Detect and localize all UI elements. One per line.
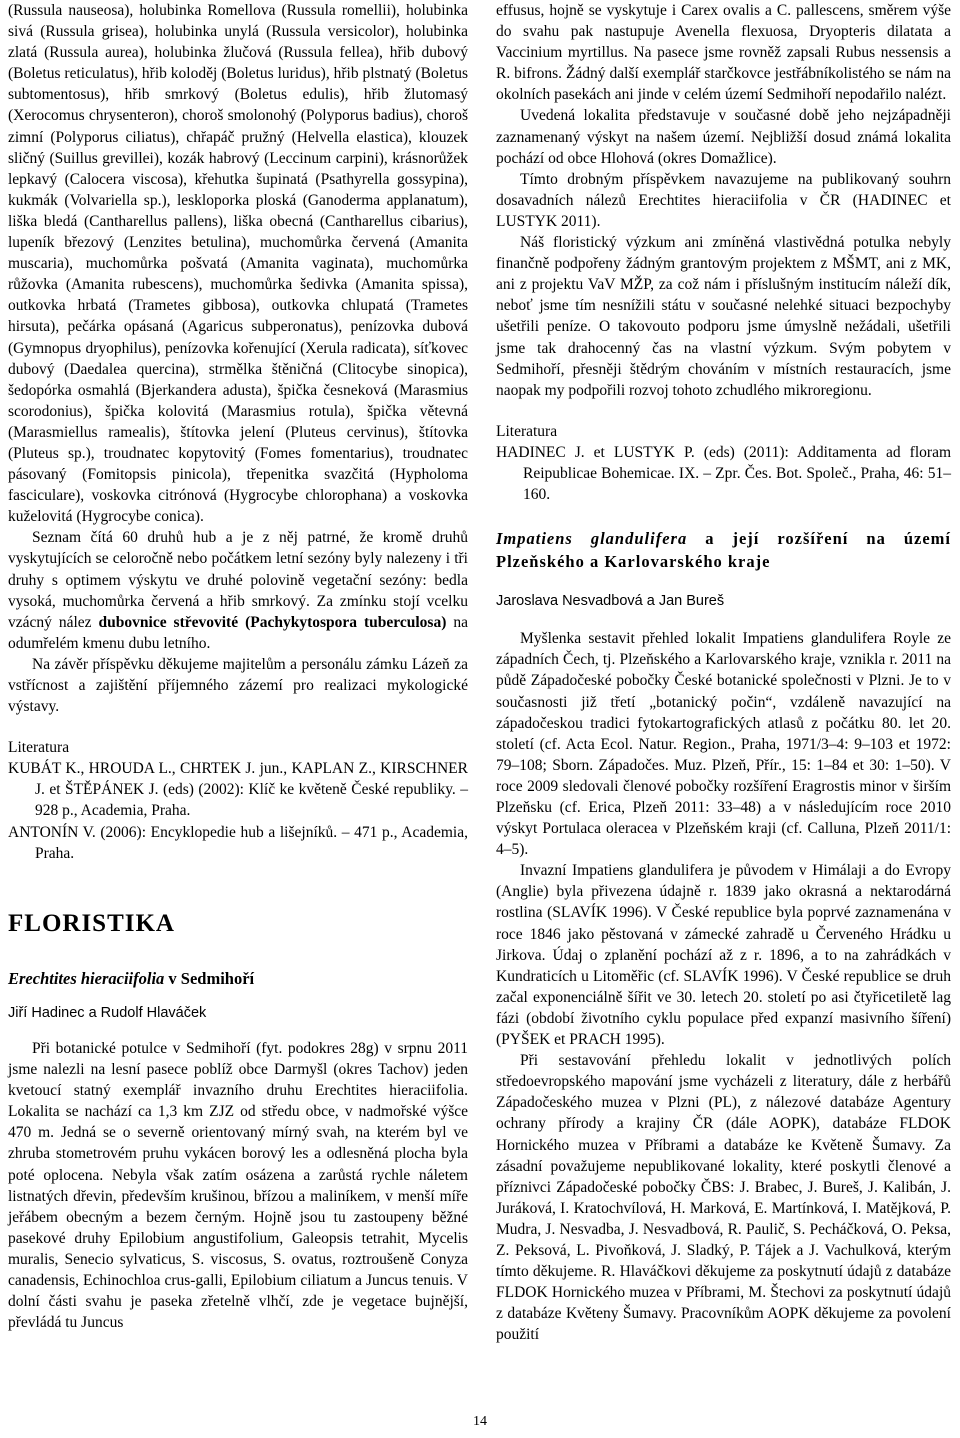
article-title-species: Impatiens glandulifera bbox=[496, 529, 688, 549]
acknowledgement-paragraph: Na závěr příspěvku děkujeme majitelům a personálu zámku Lázeň za vstřícnost a zajištění příjemného zázemí pro realizaci mykologické výstavy. bbox=[8, 655, 468, 716]
article-authors: Jiří Hadinec a Rudolf Hlaváček bbox=[8, 1004, 207, 1021]
article-title-rest: a její rozšíření na území Plzeňského a Karlovarského kraje bbox=[496, 529, 951, 572]
summary-text: Seznam čítá 60 druhů hub a je z něj patrné, že kromě druhů vyskytujících se celoročně nebo počátkem letní sezóny byly nalezeny i tři druhy s optimem výskytu ve druhé polovině vegetační sezóny: bedla vysoká, muchomůrka červená a hřib smrkový. Za zmínku stojí vcelku vzácný nález bbox=[8, 529, 468, 631]
funding-paragraph: Náš floristický výzkum ani zmíněná vlastivědná potulka nebyly finančně podpořeny žádným grantovým projektem z MŠMT, ani z MK, ani z projektu VaV MŽP, za což nám i příslušným institucím náleží dík, neboť jsme tím nesnížili státu v současné nelehké situaci bezpochyby ušetřili peníze. O takovouto podporu jsme úmyslně nežádali, ušetřili jsme tak drahocenný čas na vlastní výzkum. Svým pobytem v Sedmihoří, přesněji štědrým chováním v místních restauracích, jsme naopak my podpořili rozvoj tohoto zchudlého mikroregionu. bbox=[496, 234, 951, 399]
summary-text-end: na odumřelém kmenu dubu letního. bbox=[8, 613, 468, 652]
article-intro-paragraph: Myšlenka sestavit přehled lokalit Impatiens glandulifera Royle ze západních Čech, tj. Plzeňského a Karlovarského kraje, vznikla r. 2011 na půdě Západočeské pobočky České botanické společnosti v Plzni. Je to v současnosti již třetí „botanický počin“, vzdáleně navazující na západočeskou tradici fytokartografických atlasů z počátku 80. let 20. století (cf. Acta Ecol. Natur. Region., Praha, 1971/3–4: 9–103 et 1972: 79–108; Sborn. Západočes. Muz. Plzeň, Přír., 15: 1–84 et 30: 1–50). V roce 2009 sledovali členové pobočky rozšíření Eragrostis minor v širším Plzeňsku (cf. Erica, Plzeň 2011: 33–48) a v následujícím roce 2010 výskyt Portulaca oleracea v Plzeňském kraji (cf. Calluna, Plzeň 2011/1: 4–5). bbox=[496, 630, 951, 859]
article-title bbox=[8, 968, 468, 989]
literature-entry: KUBÁT K., HROUDA L., CHRTEK J. jun., KAPLAN Z., KIRSCHNER J. et ŠTĚPÁNEK J. (eds) (2002): Klíč ke květeně České republiky. – 928 p., Academia, Praha. bbox=[8, 760, 468, 820]
literature-heading: Literatura bbox=[8, 739, 70, 757]
article-authors: Jaroslava Nesvadbová a Jan Bureš bbox=[496, 593, 725, 610]
article-methods-paragraph: Při sestavování přehledu lokalit v jednotlivých polích středoevropského mapování jsme vycházeli z literatury, dále z herbářů Západočeského muzea v Plzni (PL), z nálezové databáze Agentury ochrany přírody a krajiny ČR (dále AOPK), databáze FLDOK Hornického muzea v Příbrami a databáze ke Květeně Šumavy. Za zásadní považujeme nepublikované lokality, které poskytli členové a příznivci Západočeské pobočky ČBS: J. Brabec, J. Bureš, J. Kalibán, J. Juráková, I. Kratochvílová, H. Marková, E. Martínková, I. Matějková, P. Mudra, J. Nesvadba, J. Nesvadbová, R. Paulič, S. Pecháčková, O. Peksa, Z. Peksová, L. Pivoňková, J. Sladký, P. Tájek a J. Vachulková, kterým tímto děkujeme. R. Hlaváčkovi děkujeme za poskytnutí údajů z databáze FLDOK Hornického muzea v Příbrami, M. Štechovi za poskytnutí údajů z databáze Květeny Šumavy. Pracovníkům AOPK děkujeme za povolení použití bbox=[496, 1052, 951, 1344]
right-column bbox=[496, 0, 951, 1345]
literature-entry: ANTONÍN V. (2006): Encyklopedie hub a lišejníků. – 471 p., Academia, Praha. bbox=[8, 823, 468, 862]
summary-reference-paragraph: Tímto drobným příspěvkem navazujeme na publikovaný souhrn dosavadních nálezů Erechtites hieraciifolia v ČR (HADINEC et LUSTYK 2011). bbox=[496, 170, 951, 230]
article-title bbox=[496, 527, 951, 573]
article-body-paragraph: Při botanické potulce v Sedmihoří (fyt. podokres 28g) v srpnu 2011 jsme nalezli na lesní pasece poblíž obce Darmyšl (okres Tachov) jeden kvetoucí statný exemplář invazního druhu Erechtites hieraciifolia. Lokalita se nachází ca 1,3 km ZJZ od středu obce, v nadmořské výšce 470 m. Jedná se o severně orientovaný mírný svah, na kterém byl ve zhruba stometrovém pruhu vykácen borový les a odlesněná plocha byla poté oplocena. Nebyla však zatím osázena a zarůstá rychle náletem listnatých dřevin, především krušinou, břízou a maliníkem, v menší míře jeřábem obecným a bezem černým. Hojně jsou tu zastoupeny běžné pasekové druhy Epilobium angustifolium, Galeopsis tetrahit, Mycelis muralis, Senecio sylvaticus, S. viscosus, S. ovatus, roztroušeně Conyza canadensis, Echinochloa crus-galli, Epilobium ciliatum a Juncus tenuis. V dolní části svahu je paseka zřetelně vlhčí, zde je vegetace bujnější, převládá tu Juncus bbox=[8, 1039, 468, 1332]
literature-entry: HADINEC J. et LUSTYK P. (eds) (2011): Additamenta ad floram Reipublicae Bohemicae. IX. – Zpr. Čes. Bot. Společ., Praha, 46: 51–160. bbox=[496, 443, 951, 504]
locality-paragraph: Uvedená lokalita představuje v současné době jeho nejzápadněji zaznamenaný výskyt na našem území. Nejbližší dosud známá lokalita pochází od obce Hlohová (okres Domažlice). bbox=[496, 107, 951, 167]
continued-paragraph: effusus, hojně se vyskytuje i Carex ovalis a C. pallescens, směrem výše do svahu pak nastupuje Avenella flexuosa, Dryopteris dilatata a Vaccinium myrtillus. Na pasece jsme rovněž zapsali Rubus nessensis a R. bifrons. Žádný další exemplář starčkovce jestřábníkolistého se nám na okolních pasekách ani jinde v celém území Sedmihoří nepodařilo nalézt. bbox=[496, 2, 951, 104]
article-history-paragraph: Invazní Impatiens glandulifera je původem v Himálaji a do Evropy (Anglie) byla přivezena údajně r. 1839 jako okrasná a nektarodárná rostlina (SLAVÍK 1996). V České republice byla poprvé zaznamenána v roce 1846 jako pěstovaná v zámecké zahradě u Červeného Hrádku u Jirkova. Údaj o zplanění pochází až z r. 1896, a to na zahrádkách v Kundraticích u Litoměřic (cf. SLAVÍK 1996). V České republice se druh začal exponenciálně šířit ve 30. letech 20. století po asi čtyřicetiletě lag fázi (období životního cyklu populace před expanzí masivního šíření) (PYŠEK et PRACH 1995). bbox=[496, 862, 951, 1049]
literature-heading: Literatura bbox=[496, 422, 558, 440]
left-column bbox=[8, 0, 468, 1333]
summary-highlight: dubovnice střevovité (Pachykytospora tuberculosa) bbox=[98, 613, 447, 631]
species-summary-paragraph bbox=[8, 527, 468, 654]
article-title-rest: v Sedmihoří bbox=[164, 968, 255, 988]
article-title-species: Erechtites hieraciifolia bbox=[8, 968, 165, 988]
page-number: 14 bbox=[473, 1414, 487, 1429]
section-heading: FLORISTIKA bbox=[8, 909, 175, 937]
fungi-species-list-paragraph: (Russula nauseosa), holubinka Romellova (Russula romellii), holubinka sivá (Russula grisea), holubinka unylá (Russula versicolor), holubinka zlatá (Russula aurea), holubinka žlučová (Russula fellea), hřib dubový (Boletus reticulatus), hřib koloděj (Boletus luridus), hřib plstnatý (Boletus subtomentosus), hřib smrkový (Boletus edulis), hřib žlutomasý (Xerocomus chrysenteron), choroš smolonohý (Polyporus badius), choroš zimní (Polyporus ciliatus), chřapáč pružný (Helvella elastica), klouzek sličný (Suillus grevillei), kozák habrový (Leccinum carpini), krásnorůžek lepkavý (Calocera viscosa), křehutka šupinatá (Psathyrella gossypina), kukmák (Volvariella sp.), leskloporka ploská (Ganoderma applanatum), liška bledá (Cantharellus pallens), liška obecná (Cantharellus cibarius), lupeník březový (Lenzites betulina), muchomůrka červená (Amanita muscaria), muchomůrka pošvatá (Amanita vaginata), muchomůrka růžovka (Amanita rubescens), muchomůrka šedivka (Amanita spissa), outkovka hrbatá (Trametes gibbosa), outkovka chlupatá (Trametes hirsuta), pečárka opásaná (Agaricus subperonatus), penízovka dubová (Gymnopus dryophilus), penízovka kořenující (Xerula radicata), síťkovec dubový (Daedalea quercina), strmělka štěničná (Clitocybe sinopica), šedopórka osmahlá (Bjerkandera adusta), špička česneková (Marasmius scorodonius), špička kolovitá (Marasmius rotula), špička větevná (Marasmiellus ramealis), štítovka jelení (Pluteus cervinus), štítovka (Pluteus sp.), troudnatec kopytovitý (Fomes fomentarius), troudnatec pásovaný (Fomitopsis pinicola), třepenitka svazčitá (Hypholoma fasciculare), voskovka citrónová (Hygrocybe chlorophana) a voskovka kuželovitá (Hygrocybe conica). bbox=[8, 2, 468, 526]
